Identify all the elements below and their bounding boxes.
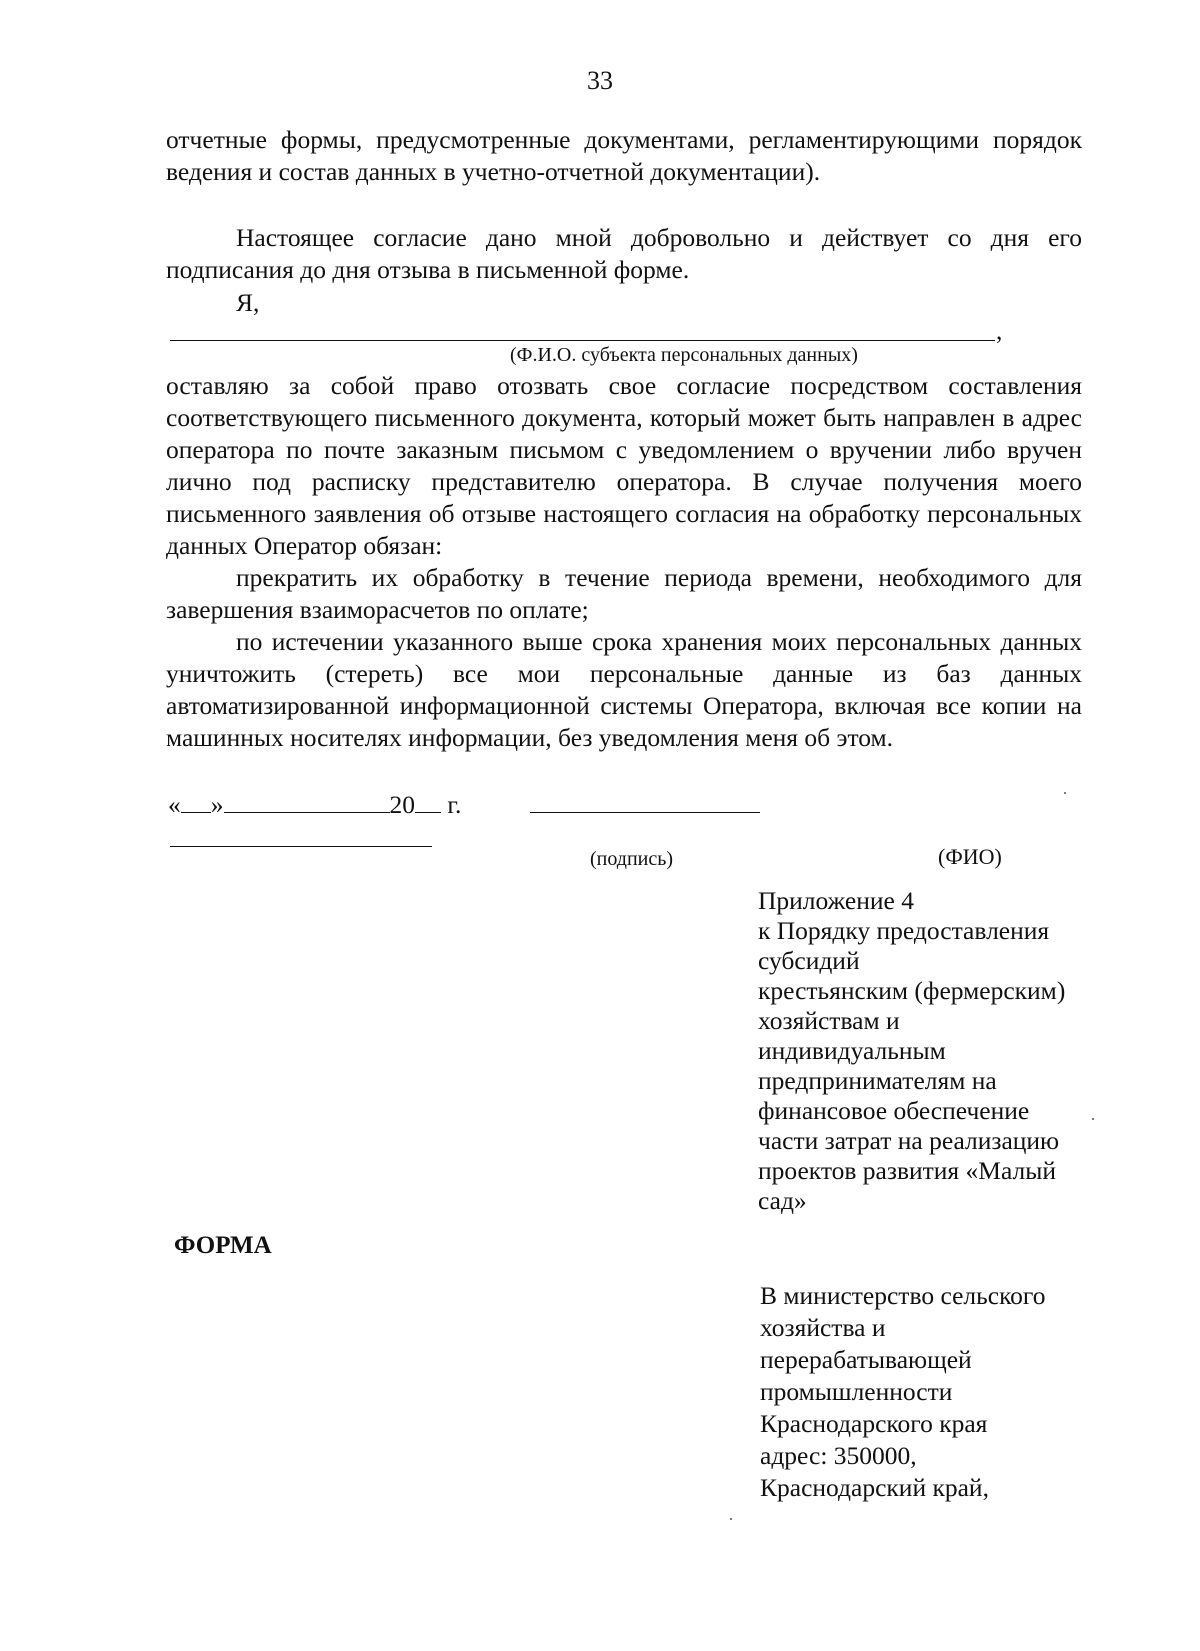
fio-comma: , <box>996 316 1003 345</box>
month-blank <box>224 790 390 813</box>
appendix-line: части затрат на реализацию <box>758 1126 1060 1155</box>
paragraph-delete-data: по истечении указанного выше срока хранения моих персональных данных уничтожить (стереть) все мои персональные данные из баз данных автоматизированной информационной системы Оператора, включая все копии на машинных носителях информации, без уведомления меня об этом. <box>166 627 1082 752</box>
signature-blank-line <box>530 812 760 813</box>
appendix-line: субсидий <box>758 946 860 975</box>
fio-label: (ФИО) <box>938 844 1002 869</box>
appendix-line: хозяйствам и <box>758 1006 900 1035</box>
paragraph-right-to-revoke: оставляю за собой право отозвать свое согласие посредством составления соответствующего письменного документа, который может быть направлен в адрес оператора по почте заказным письмом с уведомлением о вручении либо вручен лично под расписку представителю оператора. В случае получения моего письменного заявления об отзыве настоящего согласия на обработку персональных данных Оператор обязан: <box>166 371 1082 560</box>
signature-label: (подпись) <box>590 848 674 870</box>
address-line: адрес: 350000, <box>760 1441 917 1470</box>
page-number: 33 <box>587 66 613 95</box>
paragraph-ya: Я, <box>236 288 260 317</box>
appendix-line: сад» <box>758 1186 807 1215</box>
date-field <box>168 790 461 820</box>
appendix-line: предпринимателям на <box>758 1066 997 1095</box>
paragraph-stop-processing: прекратить их обработку в течение периода времени, необходимого для завершения взаиморасчетов по оплате; <box>166 563 1082 624</box>
appendix-line: к Порядку предоставления <box>758 916 1050 945</box>
date-close-quote: » <box>210 790 224 819</box>
appendix-line: крестьянским (фермерским) <box>758 976 1066 1005</box>
appendix-line: индивидуальным <box>758 1036 946 1065</box>
address-line: В министерство сельского <box>760 1281 1046 1310</box>
addressee-block <box>760 1280 1100 1504</box>
address-line: перерабатывающей <box>760 1345 972 1374</box>
scan-speck <box>1064 792 1066 794</box>
address-line: Краснодарский край, <box>760 1473 989 1502</box>
paragraph-consent-validity: Настоящее согласие дано мной добровольно и действует со дня его подписания до дня отзыва в письменной форме. <box>166 223 1082 284</box>
fio-caption: (Ф.И.О. субъекта персональных данных) <box>510 344 858 366</box>
day-blank <box>181 790 211 813</box>
appendix-line: финансовое обеспечение <box>758 1096 1030 1125</box>
date-open-quote: « <box>168 790 181 819</box>
year-blank <box>415 790 441 813</box>
extra-blank-line <box>170 846 432 847</box>
year-suffix: г. <box>447 790 462 819</box>
appendix-line: проектов развития «Малый <box>758 1156 1056 1185</box>
appendix-header <box>758 886 1098 1216</box>
address-line: Краснодарского края <box>760 1409 988 1438</box>
form-label: ФОРМА <box>174 1232 272 1259</box>
fio-blank-line <box>170 340 995 341</box>
paragraph-report-forms: отчетные формы, предусмотренные документами, регламентирующими порядок ведения и состав данных в учетно-отчетной документации). <box>166 125 1082 186</box>
address-line: хозяйства и <box>760 1313 886 1342</box>
address-line: промышленности <box>760 1377 953 1406</box>
year-prefix: 20 <box>389 790 415 819</box>
appendix-line: Приложение 4 <box>758 886 914 915</box>
scan-speck <box>730 1518 732 1520</box>
scan-speck <box>1092 1118 1094 1120</box>
